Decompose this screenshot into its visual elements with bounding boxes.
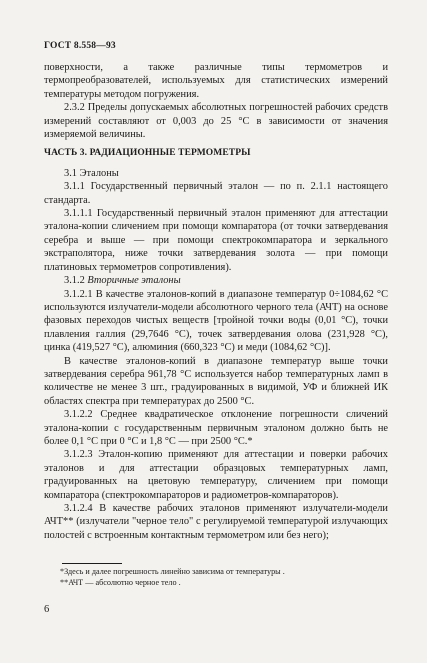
footnotes <box>44 566 388 588</box>
heading-3-1: 3.1 Эталоны <box>64 167 119 179</box>
paragraph-3-1-2-4: 3.1.2.4 В качестве рабочих эталонов применяют излучатели-модели АЧТ** (излучатели "черное тело" с регулируемой температурой излучающих полостей с встроенным контактным термометром или без него); <box>44 503 388 541</box>
paragraph-2-3-2: 2.3.2 Пределы допускаемых абсолютных погрешностей рабочих средств измерений составляют от 0,003 до 25 °С в зависимости от значения измеряемой величины. <box>44 102 388 141</box>
paragraph-3-1-2-3: 3.1.2.3 Эталон-копию применяют для аттестации и поверки рабочих эталонов и для аттестации образцовых температурных ламп, градуированных на цветовую температуру, сличением при помощи компаратора (спектрокомпараторов и радиометров-компараторов). <box>44 449 388 501</box>
page-number: 6 <box>44 604 50 615</box>
paragraph-3-1-2-1-b: В качестве эталонов-копий в диапазоне температур выше точки затвердевания серебра 961,78 °С используется набор температурных ламп в количестве не менее 3 шт., градуированных в видимой, УФ и ближней ИК областях спектра при температурах до 2500 °С. <box>44 355 388 407</box>
paragraph-3-1-2-1: 3.1.2.1 В качестве эталонов-копий в диапазоне температур 0÷1084,62 °С используются излучатели-модели абсолютного черного тела (АЧТ) на основе фазовых переходов чистых веществ [тройной точки воды (0,01 °С), точки плавления галлия (29,7646 °С), точек затвердевания олова (231,928 °С), цинка (419,527 °С), алюминия (660,323 °С) и меди (1084,62 °С)]. <box>44 288 388 354</box>
page-body <box>44 61 388 542</box>
heading-3-1-2 <box>44 274 388 287</box>
paragraph-3-1-2-2: 3.1.2.2 Среднее квадратическое отклонение погрешности сличений эталона-копии с государственным первичным эталоном должно быть не более 0,1 °С при 0 °С и 1,8 °С — при 2500 °С.* <box>44 409 388 447</box>
footnote-divider <box>62 563 122 564</box>
footnote-1: *Здесь и далее погрешность линейно зависима от температуры . <box>60 567 285 576</box>
footnote-2: **АЧТ — абсолютно черное тело . <box>60 578 181 587</box>
paragraph-continuation: поверхности, а также различные типы термометров и термопреобразователей, используемых для статистических измерений температуры методом погружения. <box>44 62 388 100</box>
heading-3-1-2-number: 3.1.2 <box>64 275 85 287</box>
paragraph-3-1-1-1: 3.1.1.1 Государственный первичный эталон применяют для аттестации эталона-копии сличением при помощи компаратора (от точки затвердевания серебра и выше — при помощи спектрокомпаратора и зеркального экстраполятора, ниже точки затвердевания золота — при помощи платиновых термометров сопротивления). <box>44 208 388 273</box>
standard-header: ГОСТ 8.558—93 <box>44 41 116 51</box>
paragraph-3-1-1: 3.1.1 Государственный первичный эталон — по п. 2.1.1 настоящего стандарта. <box>44 181 388 206</box>
heading-3-1-2-title: Вторичные эталоны <box>87 275 181 287</box>
section-title: ЧАСТЬ 3. РАДИАЦИОННЫЕ ТЕРМОМЕТРЫ <box>44 148 251 159</box>
